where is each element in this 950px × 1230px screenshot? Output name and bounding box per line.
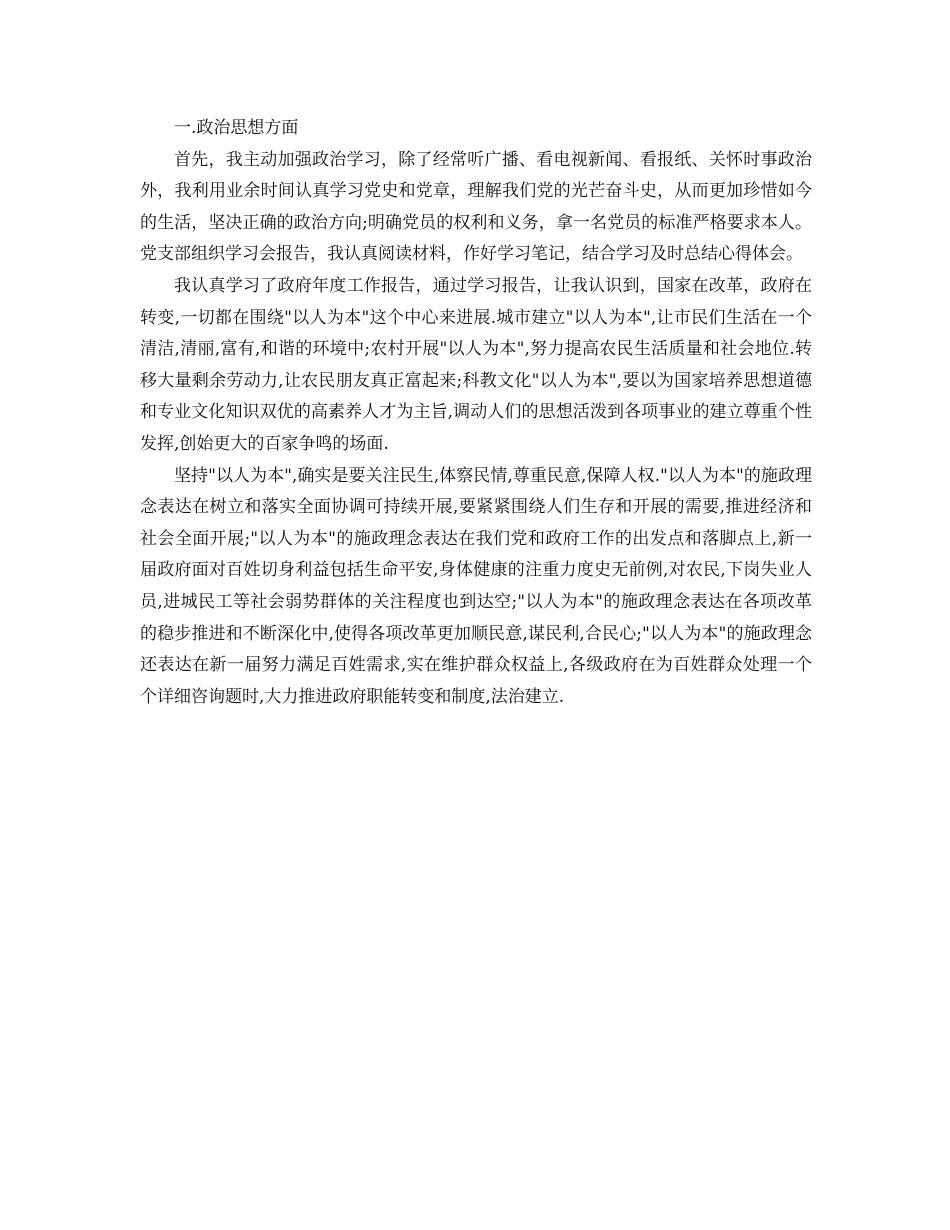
paragraph-1: 首先，我主动加强政治学习，除了经常听广播、看电视新闻、看报纸、关怀时事政治外，我利用业余时间认真学习党史和党章，理解我们党的光芒奋斗史，从而更加珍惜如今的生活，坚决正确的政治方向;明确党员的权利和义务，拿一名党员的标准严格要求本人。党支部组织学习会报告，我认真阅读材料，作好学习笔记，结合学习及时总结心得体会。 [140, 149, 812, 265]
paragraph-3: 坚持"以人为本",确实是要关注民生,体察民情,尊重民意,保障人权."以人为本"的施政理念表达在树立和落实全面协调可持续开展,要紧紧围绕人们生存和开展的需要,推进经济和社会全面开展;"以人为本"的施政理念表达在我们党和政府工作的出发点和落脚点上,新一届政府面对百姓切身利益包括生命平安,身体健康的注重力度史无前例,对农民,下岗失业人员,进城民工等社会弱势群体的关注程度也到达空;"以人为本"的施政理念表达在各项改革的稳步推进和不断深化中,使得各项改革更加顺民意,谋民利,合民心;"以人为本"的施政理念还表达在新一届努力满足百姓需求,实在维护群众权益上,各级政府在为百姓群众处理一个个详细咨询题时,大力推进政府职能转变和制度,法治建立. [140, 465, 812, 707]
document-body [140, 113, 812, 713]
paragraph-2: 我认真学习了政府年度工作报告，通过学习报告，让我认识到，国家在改革，政府在转变,一切都在围绕"以人为本"这个中心来进展.城市建立"以人为本",让市民们生活在一个清洁,清丽,富有,和谐的环境中;农村开展"以人为本",努力提高农民生活质量和社会地位.转移大量剩余劳动力,让农民朋友真正富起来;科教文化"以人为本",要以为国家培养思想道德和专业文化知识双优的高素养人才为主旨,调动人们的思想活泼到各项事业的建立尊重个性发挥,创始更大的百家争鸣的场面. [140, 275, 812, 454]
section-heading: 一.政治思想方面 [174, 118, 299, 138]
